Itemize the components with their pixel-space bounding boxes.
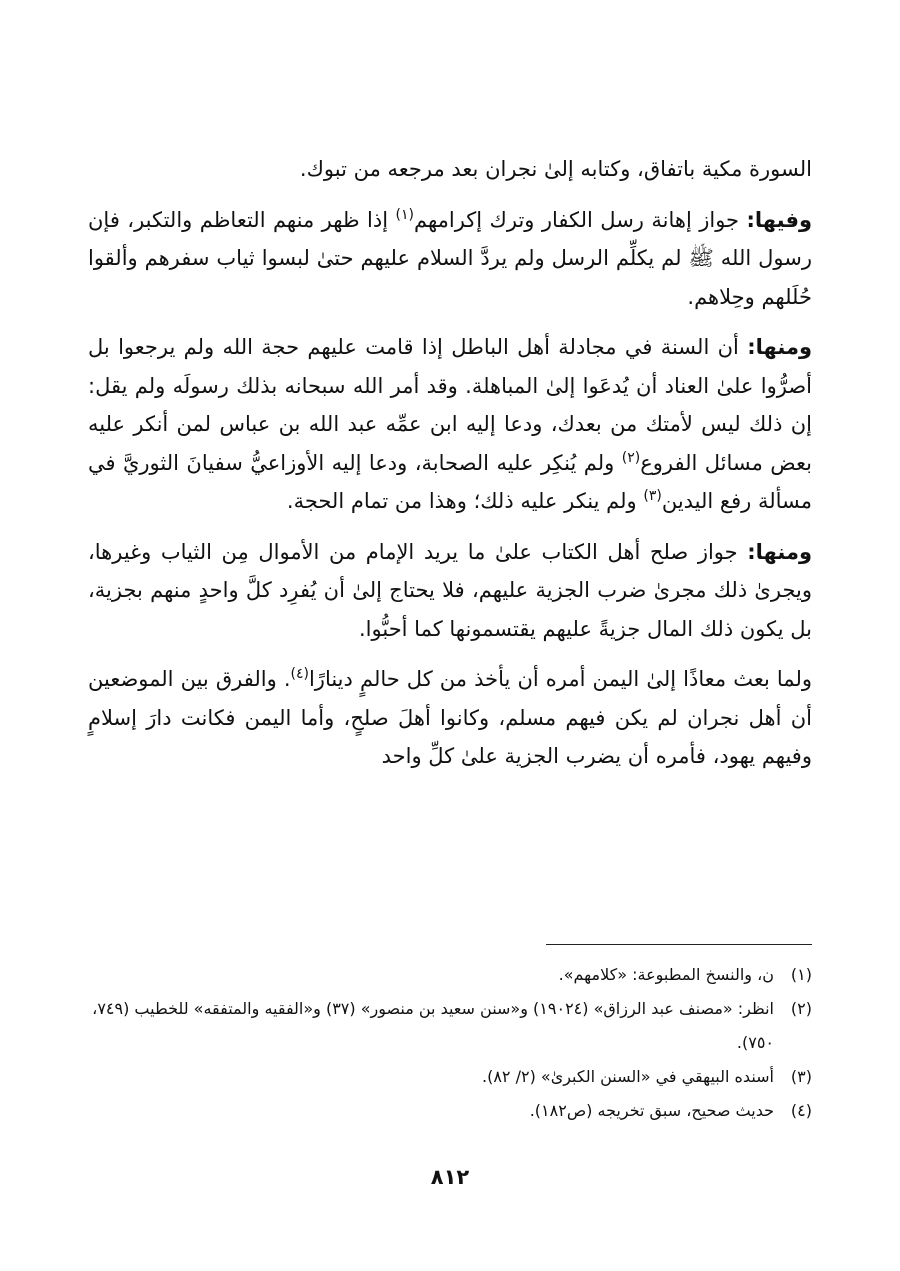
footnote-ref-1[interactable]: (١) [395, 206, 414, 223]
paragraph-2-lead: وفيها: [746, 207, 812, 232]
footnote-2 [88, 992, 812, 1060]
paragraph-5-text-a: ولما بعث معاذًا إلىٰ اليمن أمره أن يأخذ من كل حالمٍ دينارًا [308, 667, 812, 691]
paragraph-3-text-a: أن السنة في مجادلة أهل الباطل إذا قامت عليهم حجة الله ولم يرجعوا بل أصرُّوا علىٰ العناد أن يُدعَوا إلىٰ المباهلة. وقد أمر الله سبحانه بذلك رسولَه ولم يقل: إن ذلك ليس لأمتك من بعدك، ودعا إليه ابن عمِّه عبد الله بن عباس لمن أنكر عليه بعض مسائل الفروع [88, 335, 813, 475]
paragraph-2-text-a: جواز إهانة رسل الكفار وترك إكرامهم [413, 207, 747, 232]
footnote-number: (٣) [790, 1067, 812, 1086]
paragraph-2-text-b: إذا ظهر منهم التعاظم والتكبر، فإن رسول الله ﷺ لم يكلِّم الرسل ولم يردَّ السلام عليهم حتىٰ لبسوا ثياب سفرهم وألقوا حُلَلهم وحِلاهم. [88, 207, 812, 309]
paragraph-1-text: السورة مكية باتفاق، وكتابه إلىٰ نجران بعد مرجعه من تبوك. [299, 157, 812, 181]
paragraph-5-text-b: . والفرق بين الموضعين أن أهل نجران لم يكن فيهم مسلم، وكانوا أهلَ صلحٍ، وأما اليمن فكانت دارَ إسلامٍ وفيهم يهود، فأمره أن يضرب الجزية علىٰ كلِّ واحد [88, 667, 812, 768]
footnote-text: أسنده البيهقي في «السنن الكبرىٰ» (٢/ ٨٢). [481, 1067, 774, 1086]
paragraph-4-text-a: جواز صلح أهل الكتاب علىٰ ما يريد الإمام من الأموال مِن الثياب وغيرها، ويجرىٰ ذلك مجرىٰ ضرب الجزية عليهم، فلا يحتاج إلىٰ أن يُفرِد كلَّ واحدٍ منهم بجزية، بل يكون ذلك المال جزيةً عليهم يقتسمونها كما أحبُّوا. [88, 539, 812, 641]
paragraph-2 [88, 201, 812, 317]
footnote-number: (٤) [790, 1101, 812, 1120]
footnote-text: انظر: «مصنف عبد الرزاق» (١٩٠٢٤) و«سنن سعيد بن منصور» (٣٧) و«الفقيه والمتفقه» للخطيب (٧٤٩، ٧٥٠). [92, 999, 774, 1052]
footnote-ref-2[interactable]: (٢) [621, 449, 641, 466]
paragraph-1 [88, 150, 812, 189]
page-number: ٨١٢ [430, 1165, 470, 1189]
footnote-ref-4[interactable]: (٤) [290, 666, 309, 682]
footnote-3 [88, 1060, 812, 1094]
paragraph-3-text-c: ولم ينكر عليه ذلك؛ وهذا من تمام الحجة. [286, 489, 644, 513]
paragraph-4 [88, 533, 812, 649]
footnote-text: ن، والنسخ المطبوعة: «كلامهم». [558, 965, 774, 984]
paragraph-4-lead: ومنها: [747, 539, 812, 564]
footnote-1 [88, 958, 812, 992]
footnote-number: (٢) [790, 999, 812, 1018]
footnote-number: (١) [790, 965, 812, 984]
footnote-text: حديث صحيح، سبق تخريجه (ص١٨٢). [529, 1101, 774, 1120]
footnote-4 [88, 1094, 812, 1128]
paragraph-3-text-b: ولم يُنكِر عليه الصحابة، ودعا إليه الأوزاعيُّ سفيانَ الثوريَّ في مسألة رفع اليدين [88, 450, 812, 513]
footnote-ref-3[interactable]: (٣) [643, 488, 662, 504]
paragraph-3-lead: ومنها: [747, 335, 812, 359]
page-body [88, 150, 812, 788]
footnotes [88, 958, 812, 1128]
footnote-separator [546, 944, 812, 945]
paragraph-3 [88, 328, 812, 521]
paragraph-5 [88, 660, 812, 776]
